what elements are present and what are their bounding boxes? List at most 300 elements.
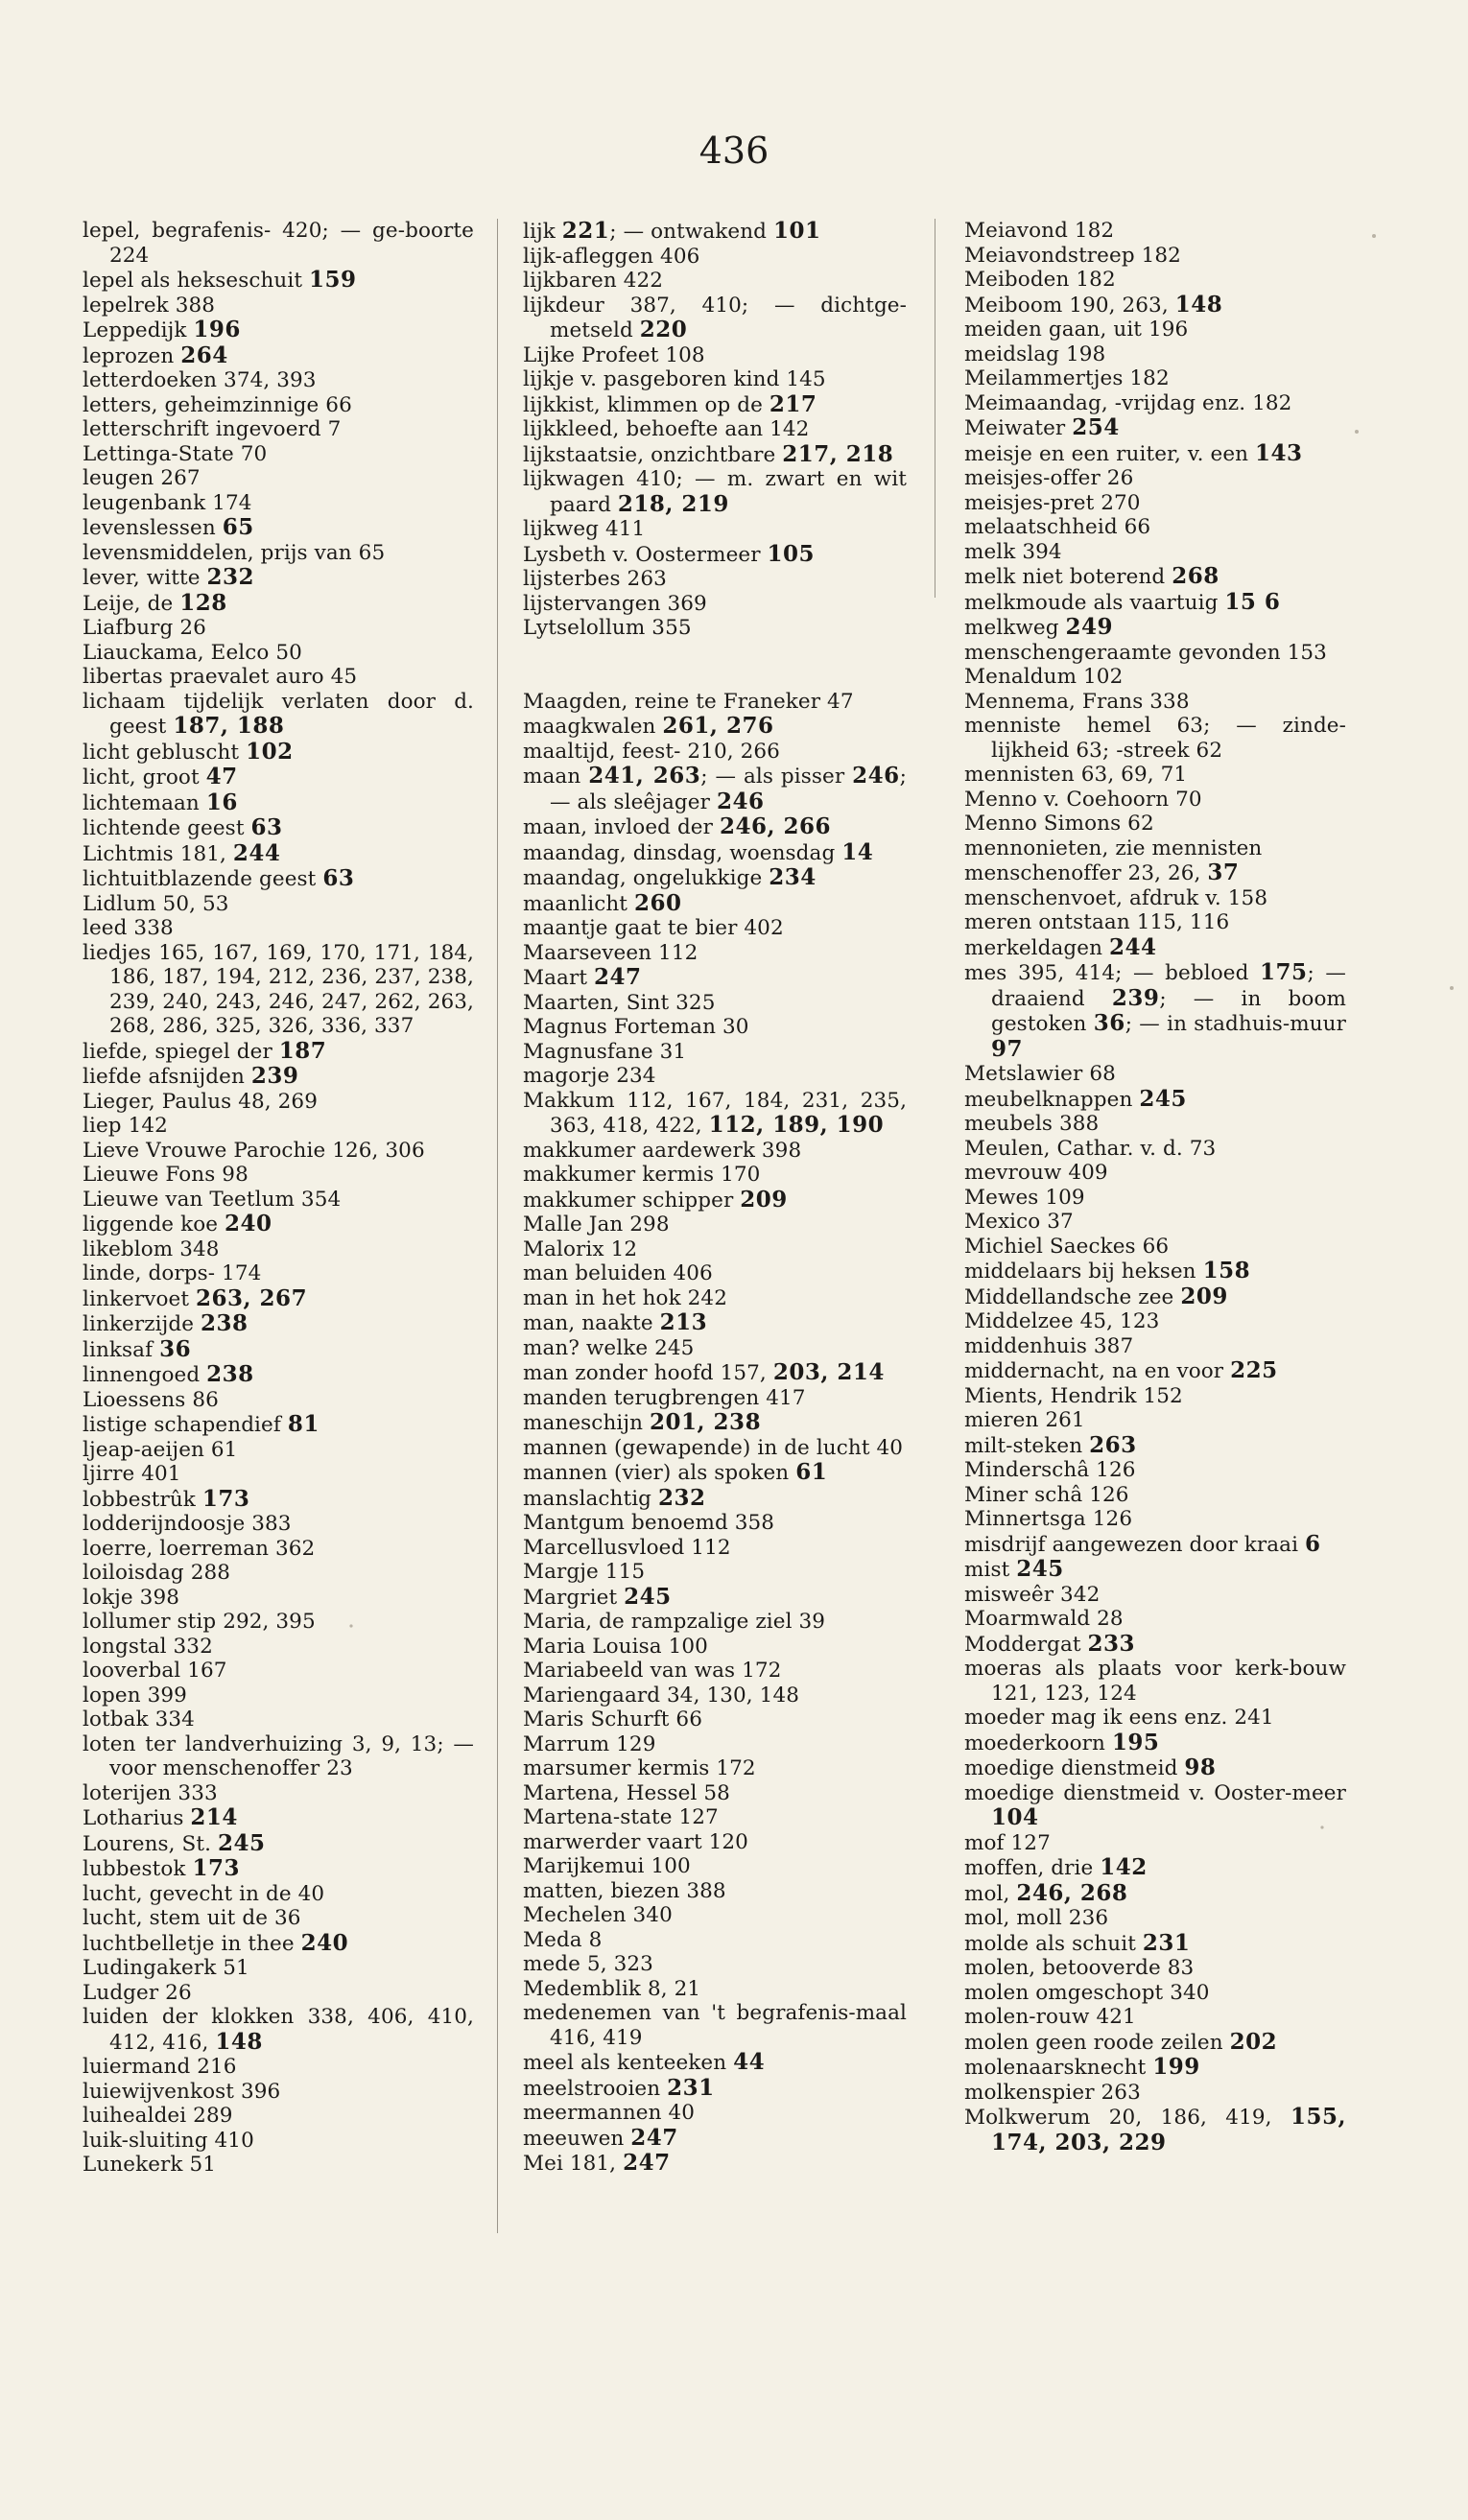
page-ref-bold: 159	[309, 267, 357, 293]
index-entry	[83, 1462, 474, 1487]
index-entry	[83, 2129, 474, 2154]
page-ref-bold: 246	[716, 788, 765, 814]
entry-text: mennisten 63, 69, 71	[964, 763, 1188, 787]
page-ref-bold: 209	[740, 1186, 788, 1213]
page-ref-bold: 213	[659, 1309, 708, 1335]
entry-text: Lotharius	[83, 1806, 191, 1830]
index-entry	[964, 1956, 1346, 1981]
entry-text: Medemblik 8, 21	[523, 1976, 701, 2001]
entry-text: makkumer aardewerk 398	[523, 1138, 802, 1163]
entry-text: Maris Schurft 66	[523, 1707, 702, 1731]
index-entry	[523, 1977, 907, 2002]
entry-text: maan, invloed der	[523, 815, 720, 839]
entry-text: lijkkist, klimmen op de	[523, 392, 770, 417]
entry-text: Miner schâ 126	[964, 1482, 1129, 1507]
index-entry	[523, 1781, 907, 1806]
entry-text: moederkoorn	[964, 1731, 1112, 1755]
entry-text: meidslag 198	[964, 341, 1106, 366]
index-entry	[523, 1360, 907, 1386]
index-entry	[964, 590, 1346, 616]
entry-text: makkumer schipper	[523, 1188, 741, 1213]
index-entry	[964, 1062, 1346, 1087]
entry-text: maanlicht	[523, 891, 634, 916]
entry-text: Martena-state 127	[523, 1805, 719, 1829]
entry-text: Meiboom 190, 263,	[964, 293, 1175, 318]
entry-text: mol, moll 236	[964, 1906, 1109, 1930]
index-entry	[83, 1237, 474, 1262]
page-ref-bold: 65	[222, 514, 254, 540]
index-entry	[83, 1114, 474, 1139]
index-entry	[523, 567, 907, 592]
entry-text: lepelrek 388	[83, 293, 216, 318]
index-entry	[964, 1087, 1346, 1113]
index-entry	[83, 318, 474, 343]
page-ref-bold: 187, 188	[173, 713, 285, 739]
section-gap	[523, 641, 907, 690]
entry-text: Ludingakerk 51	[83, 1956, 249, 1980]
entry-text: medenemen van 't begrafenis-maal 416, 419	[523, 2001, 907, 2050]
index-entry	[523, 1486, 907, 1512]
page-ref-bold: 158	[1202, 1258, 1251, 1284]
page-ref-bold: 187	[278, 1037, 327, 1064]
index-entry	[523, 1139, 907, 1164]
entry-text: luik-sluiting 410	[83, 2128, 254, 2153]
index-entry	[964, 1186, 1346, 1211]
page-ref-bold: 240	[225, 1211, 272, 1236]
page-ref-bold: 16	[205, 789, 238, 815]
entry-text: liefde afsnijden	[83, 1065, 251, 1089]
index-entry	[964, 1607, 1346, 1632]
entry-text: Lioessens 86	[83, 1387, 219, 1412]
entry-text: Lieger, Paulus 48, 269	[83, 1089, 318, 1114]
index-entry	[523, 1237, 907, 1262]
index-entry	[964, 2081, 1346, 2106]
index-entry	[964, 391, 1346, 416]
index-entry	[83, 1610, 474, 1635]
entry-text: menniste hemel 63; — zinde-lijkheid 63; -streek 62	[964, 714, 1346, 763]
index-entry	[964, 1981, 1346, 2006]
entry-text: makkumer kermis 170	[523, 1163, 761, 1187]
index-entry	[964, 1384, 1346, 1409]
entry-text: molen-rouw 421	[964, 2005, 1136, 2029]
page-ref-bold: 247	[594, 964, 642, 990]
index-column-2	[523, 219, 907, 2177]
entry-text: Margriet	[523, 1585, 625, 1610]
entry-text: maandag, ongelukkige	[523, 866, 770, 890]
entry-text: lichtuitblazende geest	[83, 867, 323, 891]
page-ref-bold: 14	[841, 838, 874, 865]
entry-text: middenhuis 387	[964, 1333, 1134, 1358]
page-ref-bold: 241, 263	[588, 763, 701, 789]
page-ref-bold: 142	[1100, 1854, 1148, 1880]
index-entry	[83, 368, 474, 393]
index-entry	[83, 219, 474, 268]
entry-text: lepel, begrafenis- 420; — ge-boorte 224	[83, 219, 474, 268]
index-entry	[964, 1334, 1346, 1359]
index-entry	[964, 1137, 1346, 1162]
page-ref-bold: 245	[624, 1583, 672, 1610]
entry-text: moffen, drie	[964, 1856, 1101, 1880]
entry-text: luiermand 216	[83, 2055, 237, 2079]
index-entry	[964, 1855, 1346, 1881]
index-entry	[523, 2001, 907, 2050]
page-ref-bold: 15 6	[1224, 588, 1281, 615]
index-entry	[83, 1039, 474, 1065]
index-entry	[523, 1635, 907, 1660]
page-ref-bold: 263, 267	[196, 1284, 308, 1311]
entry-text: molenaarsknecht	[964, 2056, 1153, 2080]
index-entry	[83, 1487, 474, 1513]
index-entry	[83, 665, 474, 690]
entry-text: maan	[523, 765, 589, 789]
entry-text: Menaldum 102	[964, 665, 1124, 689]
index-entry	[523, 367, 907, 392]
entry-text: Meda 8	[523, 1927, 603, 1952]
index-entry	[523, 1040, 907, 1065]
page-ref-bold: 246, 268	[1016, 1879, 1128, 1906]
entry-text: marwerder vaart 120	[523, 1829, 748, 1854]
page-ref-bold: 143	[1255, 439, 1303, 466]
index-entry	[83, 2055, 474, 2080]
index-entry	[83, 2153, 474, 2178]
index-entry	[83, 268, 474, 294]
entry-text: Lichtmis 181,	[83, 841, 233, 866]
entry-text: letterdoeken 374, 393	[83, 368, 317, 392]
index-entry	[964, 515, 1346, 540]
page-ref-bold: 155, 174, 203, 229	[991, 2104, 1346, 2155]
index-entry	[523, 1610, 907, 1635]
entry-text: Mechelen 340	[523, 1903, 673, 1927]
index-entry	[964, 860, 1346, 886]
index-entry	[83, 616, 474, 641]
index-entry	[83, 1931, 474, 1957]
entry-text: meubelknappen	[964, 1087, 1140, 1112]
page-ref-bold: 196	[193, 317, 241, 342]
page-ref-bold: 263	[1089, 1431, 1137, 1458]
index-entry	[83, 866, 474, 892]
index-entry	[83, 1064, 474, 1090]
entry-text: molen omgeschopt 340	[964, 1980, 1210, 2005]
entry-text: listige schapendief	[83, 1413, 288, 1437]
entry-text: linkervoet	[83, 1286, 197, 1311]
entry-text: lopen 399	[83, 1683, 187, 1707]
page-ref-bold: 102	[246, 738, 294, 765]
index-entry	[523, 392, 907, 418]
index-entry	[523, 616, 907, 641]
page-ref-bold: 218, 219	[617, 490, 729, 517]
entry-text: lever, witte	[83, 566, 207, 590]
index-entry	[964, 1210, 1346, 1235]
index-entry	[523, 1188, 907, 1213]
page-ref-bold: 238	[201, 1310, 249, 1336]
index-entry	[523, 1879, 907, 1904]
index-entry	[83, 417, 474, 442]
entry-text: magorje 234	[523, 1064, 656, 1088]
entry-text: looverbal 167	[83, 1659, 227, 1683]
entry-text: ; — als sleêjager	[550, 765, 907, 814]
index-entry	[83, 1956, 474, 1981]
index-entry	[964, 812, 1346, 836]
entry-text: meren ontstaan 115, 116	[964, 910, 1230, 934]
index-entry	[83, 1781, 474, 1806]
index-entry	[523, 1732, 907, 1757]
index-entry	[964, 1632, 1346, 1658]
entry-text: lollumer stip 292, 395	[83, 1610, 316, 1634]
index-entry	[523, 941, 907, 966]
page-ref-bold: 261, 276	[662, 713, 774, 739]
entry-text: mannen (gewapende) in de lucht 40	[523, 1435, 904, 1460]
page-ref-bold: 47	[205, 764, 238, 789]
entry-text: menschenoffer 23, 26,	[964, 861, 1208, 885]
entry-text: ljirre 401	[83, 1462, 181, 1486]
page-number: 436	[698, 130, 770, 172]
entry-text: loiloisdag 288	[83, 1561, 231, 1585]
entry-text: libertas praevalet auro 45	[83, 665, 358, 689]
entry-text: menschenvoet, afdruk v. 158	[964, 885, 1268, 910]
index-entry	[83, 1831, 474, 1857]
page-ref-bold: 173	[192, 1855, 240, 1881]
index-entry	[523, 2076, 907, 2102]
entry-text: Maria Louisa 100	[523, 1634, 708, 1659]
page-ref-bold: 232	[206, 564, 254, 590]
index-entry	[964, 1458, 1346, 1483]
entry-text: Maarten, Sint 325	[523, 990, 716, 1015]
index-entry	[964, 763, 1346, 788]
entry-text: Makkum 112, 167, 184, 231, 235, 363, 418, 422,	[523, 1088, 907, 1138]
index-entry	[83, 765, 474, 790]
entry-text: Lieuwe Fons 98	[83, 1163, 249, 1187]
page-ref-bold: 260	[634, 889, 682, 916]
entry-text: lijkbaren 422	[523, 269, 664, 293]
index-entry	[83, 1537, 474, 1562]
index-column-1	[83, 219, 474, 2178]
index-entry	[964, 342, 1346, 367]
page-ref-bold: 231	[667, 2074, 715, 2101]
entry-text: Lettinga-State 70	[83, 441, 268, 466]
index-entry	[523, 2101, 907, 2126]
entry-text: lepel als hekseschuit	[83, 269, 310, 293]
entry-text: manslachtig	[523, 1486, 658, 1511]
entry-text: Meiavondstreep 182	[964, 243, 1181, 268]
entry-text: moedige dienstmeid	[964, 1756, 1185, 1780]
entry-text: loten ter landverhuizing 3, 9, 13; — voor menschenoffer 23	[83, 1731, 474, 1780]
entry-text: Meulen, Cathar. v. d. 73	[964, 1136, 1217, 1161]
entry-text: ; — draaiend	[991, 961, 1346, 1011]
entry-text: lobbestrûk	[83, 1487, 202, 1512]
entry-text: melaatschheid 66	[964, 515, 1151, 539]
index-entry	[83, 1981, 474, 2006]
entry-text: matten, biezen 388	[523, 1878, 726, 1903]
entry-text: Minderschâ 126	[964, 1458, 1136, 1482]
index-entry	[964, 366, 1346, 391]
index-entry	[964, 491, 1346, 516]
index-entry	[964, 1755, 1346, 1781]
entry-text: Ludger 26	[83, 1980, 192, 2005]
index-entry	[964, 1112, 1346, 1137]
page-ref-bold: 175	[1259, 959, 1308, 985]
index-entry	[964, 1657, 1346, 1706]
index-entry	[964, 1881, 1346, 1907]
entry-text: man in het hok 242	[523, 1285, 727, 1310]
entry-text: meisjes-pret 270	[964, 490, 1141, 515]
entry-text: licht, groot	[83, 765, 206, 789]
index-entry	[83, 591, 474, 617]
entry-text: lijkwagen 410; — m. zwart en wit paard	[523, 467, 907, 517]
entry-text: liep 142	[83, 1114, 168, 1138]
index-entry	[964, 1433, 1346, 1459]
entry-text: maantje gaat te bier 402	[523, 916, 784, 940]
entry-text: molde als schuit	[964, 1931, 1143, 1956]
index-entry	[523, 1336, 907, 1361]
page-ref-bold: 214	[190, 1804, 238, 1830]
page-ref-bold: 105	[767, 540, 816, 567]
entry-text: man beluiden 406	[523, 1261, 713, 1285]
entry-text: Meiboden 182	[964, 268, 1116, 292]
entry-text: Meiavond 182	[964, 219, 1115, 243]
entry-text: mennonieten, zie mennisten	[964, 836, 1263, 860]
entry-text: Lijke Profeet 108	[523, 342, 705, 367]
entry-text: Maarseveen 112	[523, 940, 698, 965]
index-entry	[83, 1586, 474, 1611]
page-ref-bold: 244	[1108, 933, 1157, 960]
index-entry	[964, 293, 1346, 318]
entry-text: lichtemaan	[83, 790, 206, 815]
index-entry	[523, 840, 907, 866]
page-ref-bold: 254	[1072, 414, 1120, 440]
page-ref-bold: 63	[322, 865, 355, 891]
entry-text: melk 394	[964, 539, 1062, 564]
entry-text: mieren 261	[964, 1408, 1085, 1432]
entry-text: moedige dienstmeid v. Ooster-meer	[964, 1780, 1346, 1805]
page-ref-bold: 246	[852, 763, 900, 789]
entry-text: Martena, Hessel 58	[523, 1780, 730, 1805]
index-entry	[523, 764, 907, 814]
index-entry	[83, 1337, 474, 1363]
entry-text: lubbestok	[83, 1857, 193, 1881]
index-entry	[83, 740, 474, 765]
entry-text: lijkdeur 387, 410; — dichtge-metseld	[523, 293, 907, 342]
index-entry	[523, 2126, 907, 2152]
index-entry	[83, 343, 474, 369]
index-entry	[83, 1090, 474, 1115]
index-entry	[523, 965, 907, 991]
entry-text: lichaam tijdelijk verlaten door d. geest	[83, 689, 474, 739]
entry-text: merkeldagen	[964, 935, 1109, 960]
index-entry	[83, 1684, 474, 1708]
entry-text: molen, betooverde 83	[964, 1956, 1195, 1980]
index-entry	[964, 244, 1346, 269]
entry-text: longstal 332	[83, 1634, 213, 1659]
entry-text: Mexico 37	[964, 1210, 1074, 1234]
index-entry	[523, 1684, 907, 1708]
index-entry	[964, 1507, 1346, 1532]
page-ref-bold: 221	[561, 218, 610, 244]
page-ref-bold: 217	[769, 390, 817, 417]
index-entry	[964, 318, 1346, 342]
entry-text: mes 395, 414; — bebloed	[964, 961, 1260, 985]
index-entry	[523, 1756, 907, 1781]
index-entry	[523, 1089, 907, 1139]
index-entry	[83, 1388, 474, 1413]
page-ref-bold: 225	[1230, 1357, 1278, 1383]
entry-text: leprozen	[83, 343, 181, 368]
index-entry	[523, 2050, 907, 2076]
index-entry	[523, 814, 907, 840]
index-entry	[523, 2151, 907, 2177]
page-ref-bold: 36	[1093, 1010, 1125, 1036]
index-entry	[964, 1557, 1346, 1583]
page-ref-bold: 264	[180, 341, 228, 368]
index-entry	[523, 865, 907, 891]
page-ref-bold: 195	[1111, 1729, 1160, 1755]
entry-text: middelaars bij heksen	[964, 1260, 1203, 1284]
index-entry	[964, 1781, 1346, 1831]
entry-text: meisjes-offer 26	[964, 466, 1134, 490]
index-entry	[964, 935, 1346, 961]
index-entry	[83, 1163, 474, 1188]
index-entry	[523, 991, 907, 1016]
entry-text: Marcellusvloed 112	[523, 1535, 731, 1560]
index-entry	[964, 1831, 1346, 1856]
index-entry	[523, 542, 907, 568]
page-ref-bold: 232	[657, 1484, 706, 1511]
entry-text: Minnertsga 126	[964, 1507, 1133, 1531]
page-ref-bold: 173	[201, 1485, 250, 1512]
entry-text: luihealdei 289	[83, 2104, 233, 2128]
entry-text: licht gebluscht	[83, 740, 247, 765]
index-entry	[83, 1212, 474, 1237]
index-entry	[83, 1139, 474, 1164]
entry-text: lotbak 334	[83, 1707, 195, 1731]
index-entry	[83, 790, 474, 816]
index-entry	[83, 1635, 474, 1660]
index-entry	[83, 1188, 474, 1213]
page-ref-bold: 209	[1180, 1283, 1228, 1309]
entry-text: lijsterbes 263	[523, 567, 667, 591]
page-ref-bold: 203, 214	[772, 1359, 885, 1385]
page-ref-bold: 247	[623, 2150, 671, 2176]
entry-text: molkenspier 263	[964, 2080, 1141, 2105]
index-entry	[964, 564, 1346, 590]
index-entry	[83, 1412, 474, 1438]
entry-text: mannen (vier) als spoken	[523, 1461, 796, 1485]
entry-text: Mewes 109	[964, 1185, 1085, 1210]
entry-text: middernacht, na en voor	[964, 1359, 1231, 1383]
entry-text: ; — in boom gestoken	[991, 986, 1346, 1036]
entry-text: letterschrift ingevoerd 7	[83, 417, 342, 441]
entry-text: linkerzijde	[83, 1312, 201, 1336]
index-entry	[964, 910, 1346, 935]
entry-text: Mariengaard 34, 130, 148	[523, 1683, 799, 1707]
entry-text: liggende koe	[83, 1213, 225, 1236]
index-entry	[83, 466, 474, 491]
index-entry	[523, 467, 907, 517]
entry-text: mist	[964, 1558, 1017, 1582]
entry-text: mevrouw 409	[964, 1161, 1108, 1185]
index-entry	[523, 592, 907, 617]
index-entry	[964, 960, 1346, 1062]
entry-text: maneschijn	[523, 1411, 651, 1435]
index-entry	[964, 2005, 1346, 2030]
entry-text: menschengeraamte gevonden 153	[964, 640, 1327, 665]
entry-text: leugen 267	[83, 466, 201, 490]
index-entry	[523, 1213, 907, 1237]
entry-text: Middelzee 45, 123	[964, 1309, 1160, 1333]
entry-text: meeuwen	[523, 2126, 631, 2151]
page-ref-bold: 6	[1305, 1530, 1321, 1557]
entry-text: loerre, loerreman 362	[83, 1536, 316, 1561]
index-entry	[523, 1585, 907, 1611]
